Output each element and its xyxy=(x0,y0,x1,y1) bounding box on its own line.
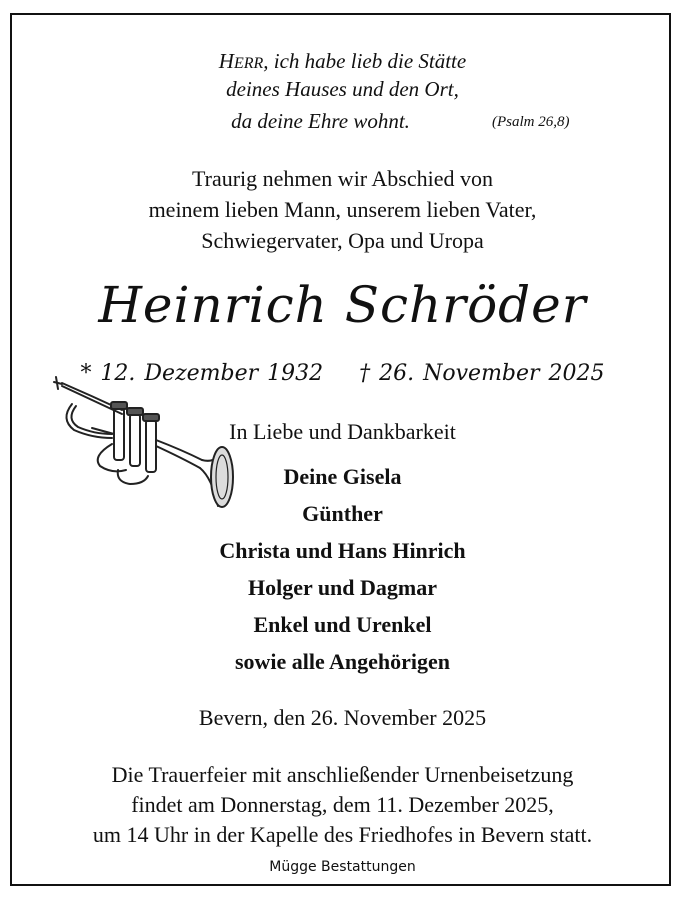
verse-line-2: deines Hauses und den Ort, xyxy=(226,77,459,101)
place-date: Bevern, den 26. November 2025 xyxy=(198,705,487,730)
dedication: In Liebe und Dankbarkeit xyxy=(229,419,456,444)
intro-line-3: Schwiegervater, Opa und Uropa xyxy=(201,228,484,253)
death-date: † 26. November 2025 xyxy=(359,361,605,386)
mourner-5: Enkel und Urenkel xyxy=(253,612,432,637)
mourner-2: Günther xyxy=(302,501,383,526)
intro-line-2: meinem lieben Mann, unserem lieben Vater, xyxy=(148,197,537,222)
deceased-name: Heinrich Schröder xyxy=(98,276,587,334)
mourner-1: Deine Gisela xyxy=(283,464,402,489)
intro-line-1: Traurig nehmen wir Abschied von xyxy=(191,166,494,191)
verse-line-1: HERR, ich habe lieb die Stätte xyxy=(218,49,467,73)
verse-reference: (Psalm 26,8) xyxy=(492,114,570,130)
verse-line-3: da deine Ehre wohnt. xyxy=(231,109,410,133)
mourner-3: Christa und Hans Hinrich xyxy=(219,538,466,563)
mourner-4: Holger und Dagmar xyxy=(247,575,438,600)
mourner-6: sowie alle Angehörigen xyxy=(234,649,451,674)
funeral-info-line-2: findet am Donnerstag, dem 11. Dezember 2025, xyxy=(131,792,554,817)
undertaker: Mügge Bestattungen xyxy=(269,859,416,875)
funeral-info-line-1: Die Trauerfeier mit anschließender Urnenbeisetzung xyxy=(111,762,574,787)
funeral-info-line-3: um 14 Uhr in der Kapelle des Friedhofes in Bevern statt. xyxy=(92,822,593,847)
birth-date: * 12. Dezember 1932 xyxy=(80,361,324,386)
